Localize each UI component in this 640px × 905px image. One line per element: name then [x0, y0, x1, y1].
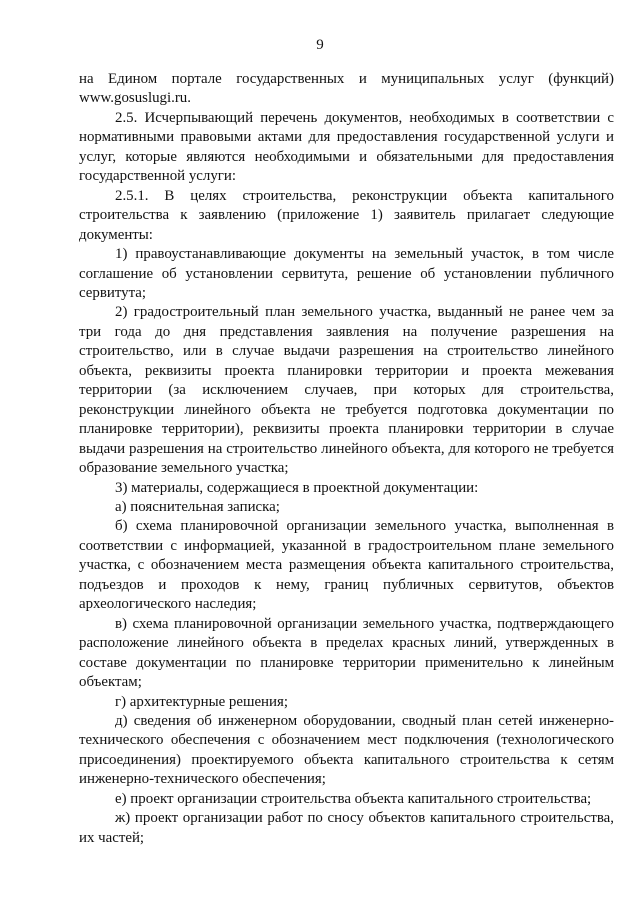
sub-item-g: г) архитектурные решения; [115, 693, 288, 710]
document-body [79, 70, 614, 848]
sub-item-b: б) схема планировочной организации земельного участка, выполненная в соответствии с информацией, указанной в градостроительном плане земельного участка, с обозначением места размещения объекта капитального строительства, подъездов и проходов к нему, границ публичных сервитутов, объектов археологического наследия; [79, 518, 614, 613]
paragraph-2-5-1: 2.5.1. В целях строительства, реконструкции объекта капитального строительства к заявлению (приложение 1) заявитель прилагает следующие документы: [79, 187, 614, 243]
sub-item-e: е) проект организации строительства объекта капитального строительства; [115, 790, 592, 807]
list-item-1: 1) правоустанавливающие документы на земельный участок, в том числе соглашение об установлении сервитута, решение об установлении публичного сервитута; [79, 246, 614, 301]
paragraph-2-5: 2.5. Исчерпывающий перечень документов, необходимых в соответствии с нормативными правовыми актами для предоставления государственной услуги и услуг, которые являются необходимыми и обязательными для предоставления государственной услуги: [79, 109, 614, 185]
page-number: 9 [316, 37, 324, 53]
sub-item-v: в) схема планировочной организации земельного участка, подтверждающего расположение линейного объекта в пределах красных линий, утвержденных в составе документации по планировке территории применительно к линейным объектам; [79, 615, 614, 691]
list-item-2: 2) градостроительный план земельного участка, выданный не ранее чем за три года до дня представления заявления на получение разрешения на строительство, или в случае выдачи разрешения на строительство линейного объекта, реквизиты проекта планировки территории и проекта межевания территории (за исключением случаев, при которых для строительства, реконструкции линейного объекта не требуется подготовка документации по планировке территории), реквизиты проекта планировки территории в случае выдачи разрешения на строительство линейного объекта, для которого не требуется образование земельного участка; [79, 304, 614, 477]
paragraph-portal-continuation: на Едином портале государственных и муниципальных услуг (функций) www.gosuslugi.ru. [79, 71, 614, 107]
sub-item-d: д) сведения об инженерном оборудовании, сводный план сетей инженерно-технического обеспечения с обозначением мест подключения (технологического присоединения) проектируемого объекта капитального строительства к сетям инженерно-технического обеспечения; [79, 712, 614, 788]
list-item-3: 3) материалы, содержащиеся в проектной документации: [115, 479, 479, 496]
sub-item-a: а) пояснительная записка; [115, 498, 280, 515]
sub-item-zh: ж) проект организации работ по сносу объектов капитального строительства, их частей; [79, 810, 614, 846]
